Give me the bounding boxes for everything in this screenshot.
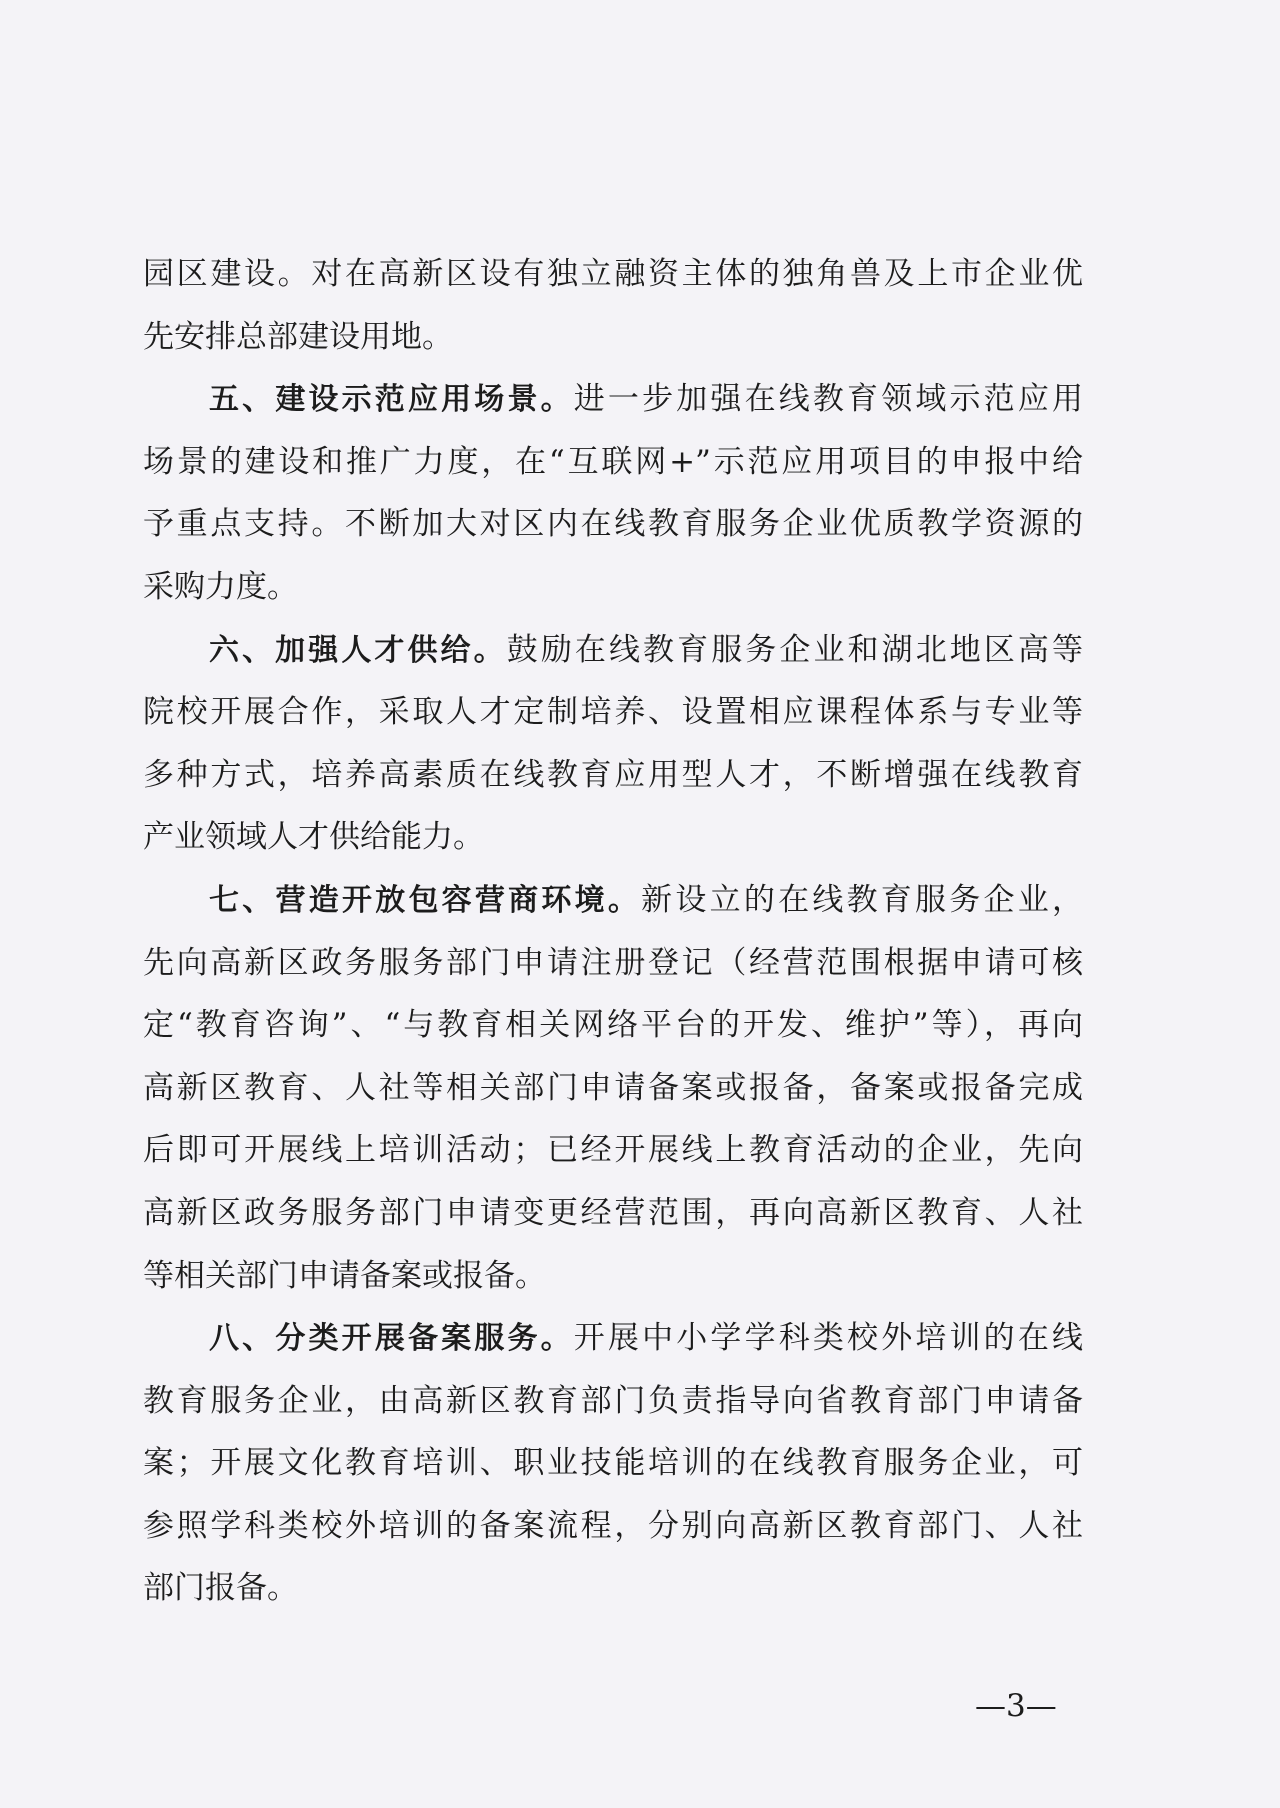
text-line (143, 431, 1083, 494)
text-line (143, 1432, 1083, 1495)
paragraph-text: 场景的建设和推广力度，在“互联网+”示范应用项目的申报中给 (143, 443, 1083, 480)
text-line (143, 1245, 1083, 1308)
text-line (143, 1182, 1083, 1245)
section-heading-line (143, 1307, 1083, 1370)
paragraph-text: 新设立的在线教育服务企业， (641, 881, 1083, 918)
document-body (143, 243, 1083, 1620)
paragraph-text: 园区建设。对在高新区设有独立融资主体的独角兽及上市企业优 (143, 256, 1083, 292)
paragraph-text: 后即可开展线上培训活动；已经开展线上教育活动的企业，先向 (143, 1132, 1083, 1169)
paragraph-text: 高新区教育、人社等相关部门申请备案或报备，备案或报备完成 (143, 1069, 1083, 1106)
section-heading: 八、分类开展备案服务。 (209, 1321, 574, 1357)
paragraph-text: 部门报备。 (143, 1570, 298, 1607)
paragraph-text: 予重点支持。不断加大对区内在线教育服务企业优质教学资源的 (143, 506, 1083, 543)
paragraph-text: 参照学科类校外培训的备案流程，分别向高新区教育部门、人社 (143, 1507, 1083, 1544)
paragraph-text: 多种方式，培养高素质在线教育应用型人才，不断增强在线教育 (143, 756, 1083, 793)
paragraph-text: 采购力度。 (143, 568, 298, 605)
text-line (143, 556, 1083, 619)
paragraph-text: 案；开展文化教育培训、职业技能培训的在线教育服务企业，可 (143, 1445, 1083, 1482)
text-line (143, 1370, 1083, 1433)
text-line (143, 681, 1083, 744)
text-line (143, 806, 1083, 869)
paragraph-text: 先向高新区政务服务部门申请注册登记（经营范围根据申请可核 (143, 944, 1083, 981)
paragraph-text: 定“教育咨询”、“与教育相关网络平台的开发、维护”等），再向 (143, 1007, 1083, 1044)
section-heading: 七、营造开放包容营商环境。 (209, 882, 642, 918)
section-heading-line (143, 368, 1083, 431)
section-heading-line (143, 619, 1083, 682)
paragraph-text: 开展中小学学科类校外培训的在线 (573, 1320, 1083, 1357)
text-line (143, 306, 1083, 369)
text-line (143, 1119, 1083, 1182)
section-heading-line (143, 869, 1083, 932)
paragraph-text: 进一步加强在线教育领域示范应用 (573, 381, 1083, 418)
page-number: —3— (975, 1688, 1057, 1724)
text-line (143, 1057, 1083, 1120)
paragraph-text: 等相关部门申请备案或报备。 (143, 1257, 546, 1294)
section-heading: 六、加强人才供给。 (209, 632, 507, 668)
text-line (143, 932, 1083, 995)
text-line (143, 493, 1083, 556)
text-line (143, 1495, 1083, 1558)
paragraph-text: 院校开展合作，采取人才定制培养、设置相应课程体系与专业等 (143, 694, 1083, 731)
text-line (143, 1557, 1083, 1620)
paragraph-text: 鼓励在线教育服务企业和湖北地区高等 (506, 631, 1083, 668)
paragraph-text: 产业领域人才供给能力。 (143, 819, 484, 856)
paragraph-text: 教育服务企业，由高新区教育部门负责指导向省教育部门申请备 (143, 1382, 1083, 1419)
text-line (143, 744, 1083, 807)
paragraph-text: 高新区政务服务部门申请变更经营范围，再向高新区教育、人社 (143, 1194, 1083, 1231)
section-heading: 五、建设示范应用场景。 (209, 382, 574, 418)
text-line (143, 243, 1083, 306)
paragraph-text: 先安排总部建设用地。 (143, 318, 453, 355)
text-line (143, 994, 1083, 1057)
